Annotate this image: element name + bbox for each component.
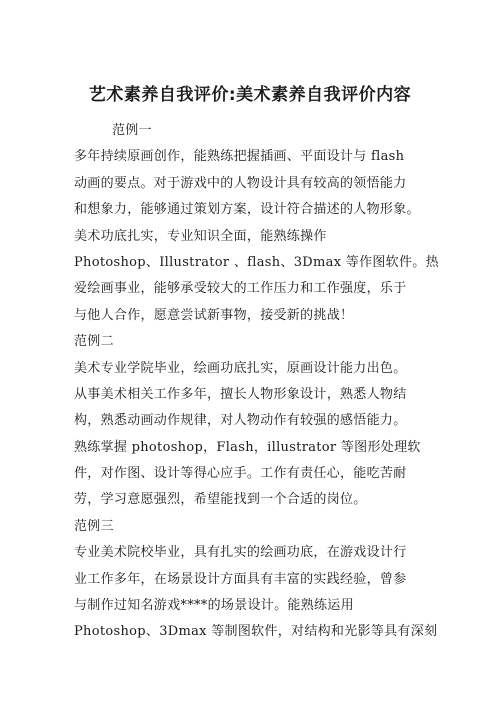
paragraph-line: 与他人合作，愿意尝试新事物，接受新的挑战！	[74, 307, 354, 323]
paragraph-line: 劳，学习意愿强烈，希望能找到一个合适的岗位。	[74, 492, 367, 508]
section-heading: 范例一	[112, 123, 152, 138]
paragraph-line: 美术专业学院毕业，绘画功底扎实，原画设计能力出色。	[74, 360, 407, 376]
paragraph-line: 熟练掌握 photoshop，Flash，illustrator 等图形处理软	[74, 439, 421, 455]
paragraph-line: 多年持续原画创作，能熟练把握插画、平面设计与 flash	[74, 149, 405, 165]
section-heading: 范例三	[74, 518, 114, 534]
document-body	[74, 118, 439, 646]
paragraph-line: 与制作过知名游戏****的场景设计。能熟练运用	[74, 598, 354, 614]
document-title: 艺术素养自我评价:美术素养自我评价内容	[88, 85, 412, 105]
paragraph-line: 美术功底扎实，专业知识全面，能熟练操作	[74, 228, 327, 244]
paragraph-line: 专业美术院校毕业，具有扎实的绘画功底，在游戏设计行	[74, 545, 407, 561]
paragraph-line: 和想象力，能够通过策划方案，设计符合描述的人物形象。	[74, 202, 420, 218]
paragraph-line: 业工作多年，在场景设计方面具有丰富的实践经验，曾参	[74, 571, 407, 587]
paragraph-line: Photoshop、Illustrator 、flash、3Dmax 等作图软件。热	[74, 254, 439, 270]
paragraph-line: Photoshop、3Dmax 等制图软件，对结构和光影等具有深刻	[74, 624, 438, 640]
paragraph-line: 件，对作图、设计等得心应手。工作有责任心，能吃苦耐	[74, 466, 407, 482]
paragraph-line: 构，熟悉动画动作规律，对人物动作有较强的感悟能力。	[74, 413, 407, 429]
paragraph-line: 爱绘画事业，能够承受较大的工作压力和工作强度，乐于	[74, 281, 407, 297]
paragraph-line: 从事美术相关工作多年，擅长人物形象设计，熟悉人物结	[74, 386, 407, 402]
paragraph-line: 动画的要点。对于游戏中的人物设计具有较高的领悟能力	[74, 175, 407, 191]
section-heading: 范例二	[74, 334, 114, 350]
